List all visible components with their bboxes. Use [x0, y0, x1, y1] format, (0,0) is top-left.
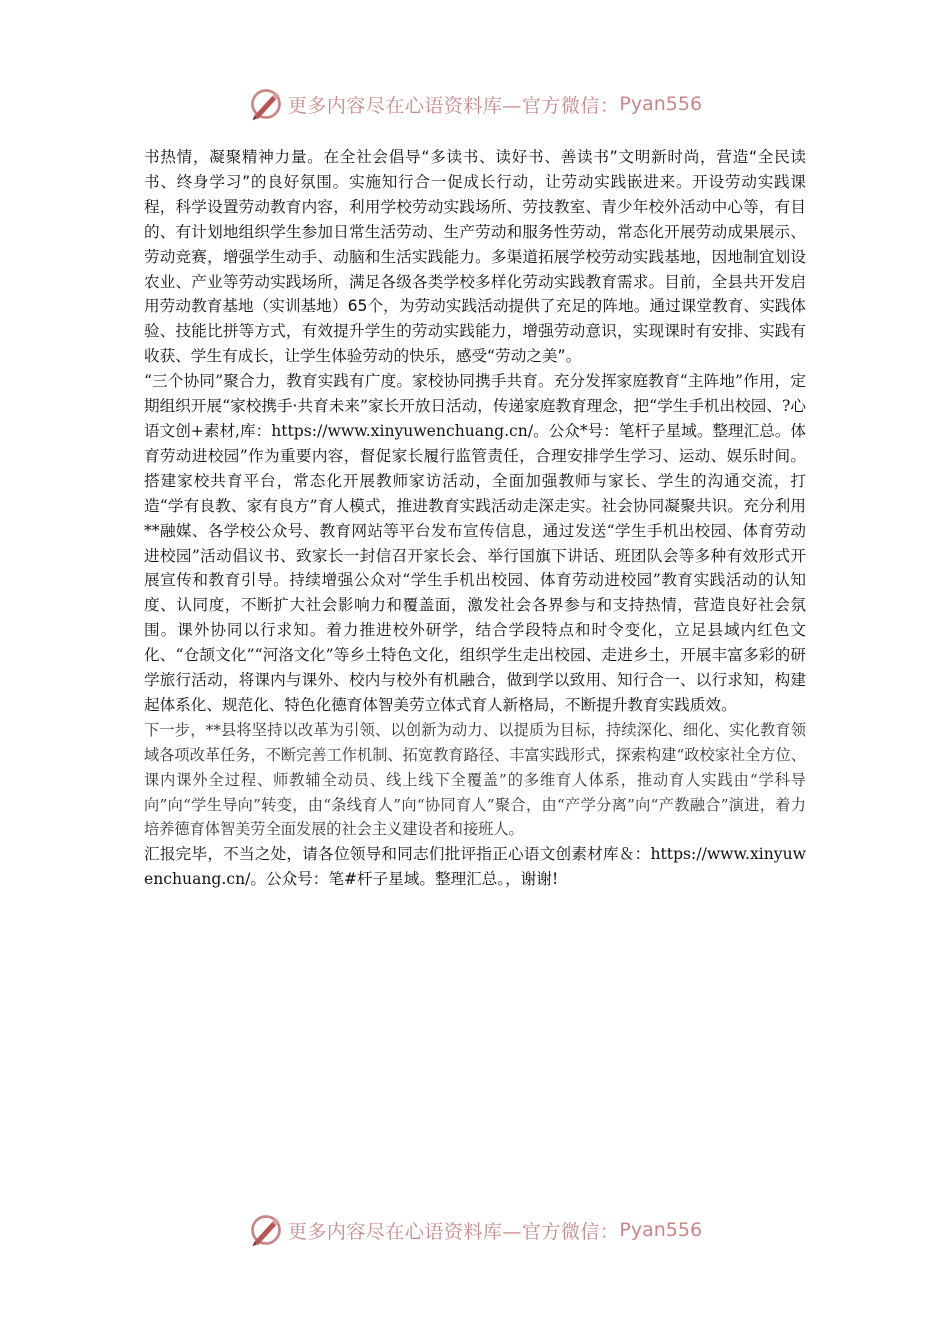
- paragraph-labor-practice: 书热情，凝聚精神力量。在全社会倡导“多读书、读好书、善读书”文明新时尚，营造“全民读书、终身学习”的良好氛围。实施知行合一促成长行动，让劳动实践嵌进来。开设劳动实践课程，科学设置劳动教育内容，利用学校劳动实践场所、劳技教室、青少年校外活动中心等，有目的、有计划地组织学生参加日常生活劳动、生产劳动和服务性劳动，常态化开展劳动成果展示、劳动竞赛，增强学生动手、动脑和生活实践能力。多渠道拓展学校劳动实践基地，因地制宜划设农业、产业等劳动实践场所，满足各级各类学校多样化劳动实践教育需求。目前，全县共开发启用劳动教育基地（实训基地）65个，为劳动实践活动提供了充足的阵地。通过课堂教育、实践体验、技能比拼等方式，有效提升学生的劳动实践能力，增强劳动意识，实现课时有安排、实践有收获、学生有成长，让学生体验劳动的快乐，感受“劳动之美”。: [144, 148, 806, 366]
- pen-logo-icon: [248, 1212, 284, 1248]
- banner-account: Pyan556: [619, 1219, 703, 1241]
- banner-text: 更多内容尽在心语资料库—官方微信：: [287, 1220, 620, 1243]
- document-body: [144, 145, 806, 892]
- header-watermark-banner: [0, 84, 950, 124]
- banner-account: Pyan556: [619, 93, 703, 115]
- banner-text: 更多内容尽在心语资料库—官方微信：: [287, 94, 620, 117]
- paragraph-three-collaborations: “三个协同”聚合力，教育实践有广度。家校协同携手共育。充分发挥家庭教育“主阵地”作用，定期组织开展“家校携手·共育未来”家长开放日活动，传递家庭教育理念，把“学生手机出校园、?心语文创+素材,库：https://www.xinyuwenchuang.cn/。公众*号：笔杆子星域。整理汇总。体育劳动进校园”作为重要内容，督促家长履行监管责任，合理安排学生学习、运动、娱乐时间。搭建家校共育平台，常态化开展教师家访活动，全面加强教师与家长、学生的沟通交流，打造“学有良教、家有良方”育人模式，推进教育实践活动走深走实。社会协同凝聚共识。充分利用**融媒、各学校公众号、教育网站等平台发布宣传信息，通过发送“学生手机出校园、体育劳动进校园”活动倡议书、致家长一封信召开家长会、举行国旗下讲话、班团队会等多种有效形式开展宣传和教育引导。持续增强公众对“学生手机出校园、体育劳动进校园”教育实践活动的认知度、认同度，不断扩大社会影响力和覆盖面，激发社会各界参与和支持热情，营造良好社会氛围。课外协同以行求知。着力推进校外研学，结合学段特点和时令变化，立足县域内红色文化、“仓颉文化”“河洛文化”等乡土特色文化，组织学生走出校园、走进乡土，开展丰富多彩的研学旅行活动，将课内与课外、校内与校外有机融合，做到学以致用、知行合一、以行求知，构建起体系化、规范化、特色化德育体智美劳立体式育人新格局，不断提升教育实践质效。: [144, 372, 806, 714]
- paragraph-next-steps: 下一步，**县将坚持以改革为引领、以创新为动力、以提质为目标，持续深化、细化、实化教育领域各项改革任务，不断完善工作机制、拓宽教育路径、丰富实践形式，探索构建“政校家社全方位、课内课外全过程、师教辅全动员、线上线下全覆盖”的多维育人体系，推动育人实践由“学科导向”向“学生导向”转变，由“条线育人”向“协同育人”聚合，由“产学分离”向“产教融合”演进，着力培养德育体智美劳全面发展的社会主义建设者和接班人。: [144, 720, 806, 839]
- footer-watermark-banner: [0, 1210, 950, 1250]
- pen-logo-icon: [248, 86, 284, 122]
- paragraph-closing: 汇报完毕，不当之处，请各位领导和同志们批评指正心语文创素材库＆：https://www.xinyuwenchuang.cn/。公众号：笔#杆子星域。整理汇总。，谢谢!: [144, 845, 806, 889]
